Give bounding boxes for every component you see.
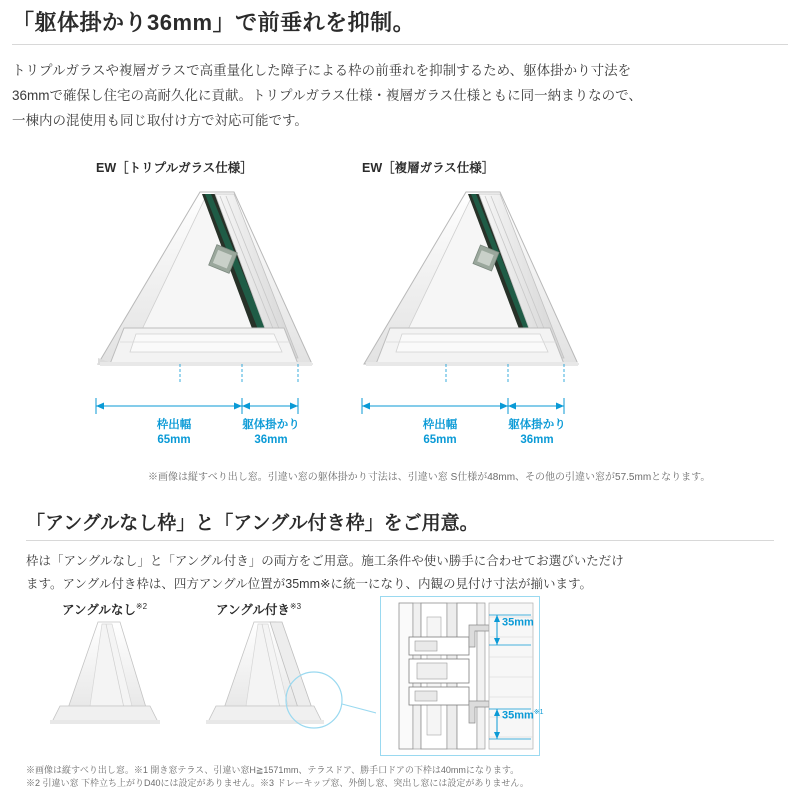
section2-note-2: ※2 引違い窓 下枠立ち上がりD40には設定がありません。※3 ドレーキップ窓、外倒し窓、突出し窓には設定がありません。	[26, 778, 529, 788]
dim-value-frame-projection-2: 65mm	[423, 434, 457, 446]
dim-label-body-overlap-1: 躯体掛かり	[242, 419, 300, 431]
dim-label-body-overlap-2: 躯体掛かり	[508, 419, 566, 431]
dim-value-frame-projection-1: 65mm	[157, 434, 191, 446]
detail-dimension-top-value: 35mm	[502, 616, 534, 629]
detail-dimension-bottom-value: 35mm	[502, 709, 534, 722]
window-section-diagram-pair	[350, 182, 610, 382]
caption-no-angle-text: アングルなし	[62, 603, 136, 617]
dim-label-frame-projection-1: 枠出幅	[156, 419, 192, 431]
section1-note: ※画像は縦すべり出し窓。引違い窓の躯体掛かり寸法は、引違い窓 S仕様が48mm、その他の引違い窓が57.5mmとなります。	[148, 472, 711, 483]
section2-body: 枠は「アングルなし」と「アングル付き」の両方をご用意。施工条件や使い勝手に合わせてお選びいただけます。アングル付き枠は、四方アングル位置が35mm※に統一になり、内観の見付け寸法が揃います。	[26, 554, 624, 591]
caption-with-angle-text: アングル付き	[216, 603, 290, 617]
dim-value-body-overlap-2: 36mm	[520, 434, 554, 446]
section2-divider	[26, 540, 774, 541]
detail-dimension-bottom-sup: ※1	[533, 709, 544, 716]
caption-no-angle	[62, 600, 147, 618]
section1-title: 「躯体掛かり36mm」で前垂れを抑制。	[12, 10, 416, 35]
section1-body: トリプルガラスや複層ガラスで高重量化した障子による枠の前垂れを抑制するため、躯体掛かり寸法を36mmで確保し住宅の高耐久化に貢献。トリプルガラス仕様・複層ガラス仕様ともに同一納まりなので、一棟内の混使用も同じ取付け方で対応可能です。	[12, 63, 642, 128]
section2-notes	[26, 764, 786, 790]
figure-caption-pair: EW［複層ガラス仕様］	[362, 161, 495, 175]
caption-no-angle-sup: ※2	[135, 601, 148, 611]
frame-photo-with-angle	[196, 618, 376, 743]
frame-photo-no-angle	[40, 618, 190, 743]
window-section-diagram-triple	[84, 182, 344, 382]
section2-note-1: ※画像は縦すべり出し窓。※1 開き窓テラス、引違い窓H≧1571mm、テラスドア、勝手口ドアの下枠は40mmになります。	[26, 765, 520, 775]
figure-caption-triple: EW［トリプルガラス仕様］	[96, 161, 253, 175]
dim-label-frame-projection-2: 枠出幅	[422, 419, 458, 431]
caption-with-angle	[216, 600, 301, 618]
dimension-band-triple	[84, 392, 344, 458]
dim-value-body-overlap-1: 36mm	[254, 434, 288, 446]
dimension-band-pair	[350, 392, 610, 458]
detail-dimension-bottom	[502, 708, 544, 722]
section2-title: 「アングルなし枠」と「アングル付き枠」をご用意。	[26, 513, 479, 534]
detail-dimension-top	[502, 616, 534, 629]
caption-with-angle-sup: ※3	[289, 601, 302, 611]
section1-divider	[12, 44, 788, 45]
